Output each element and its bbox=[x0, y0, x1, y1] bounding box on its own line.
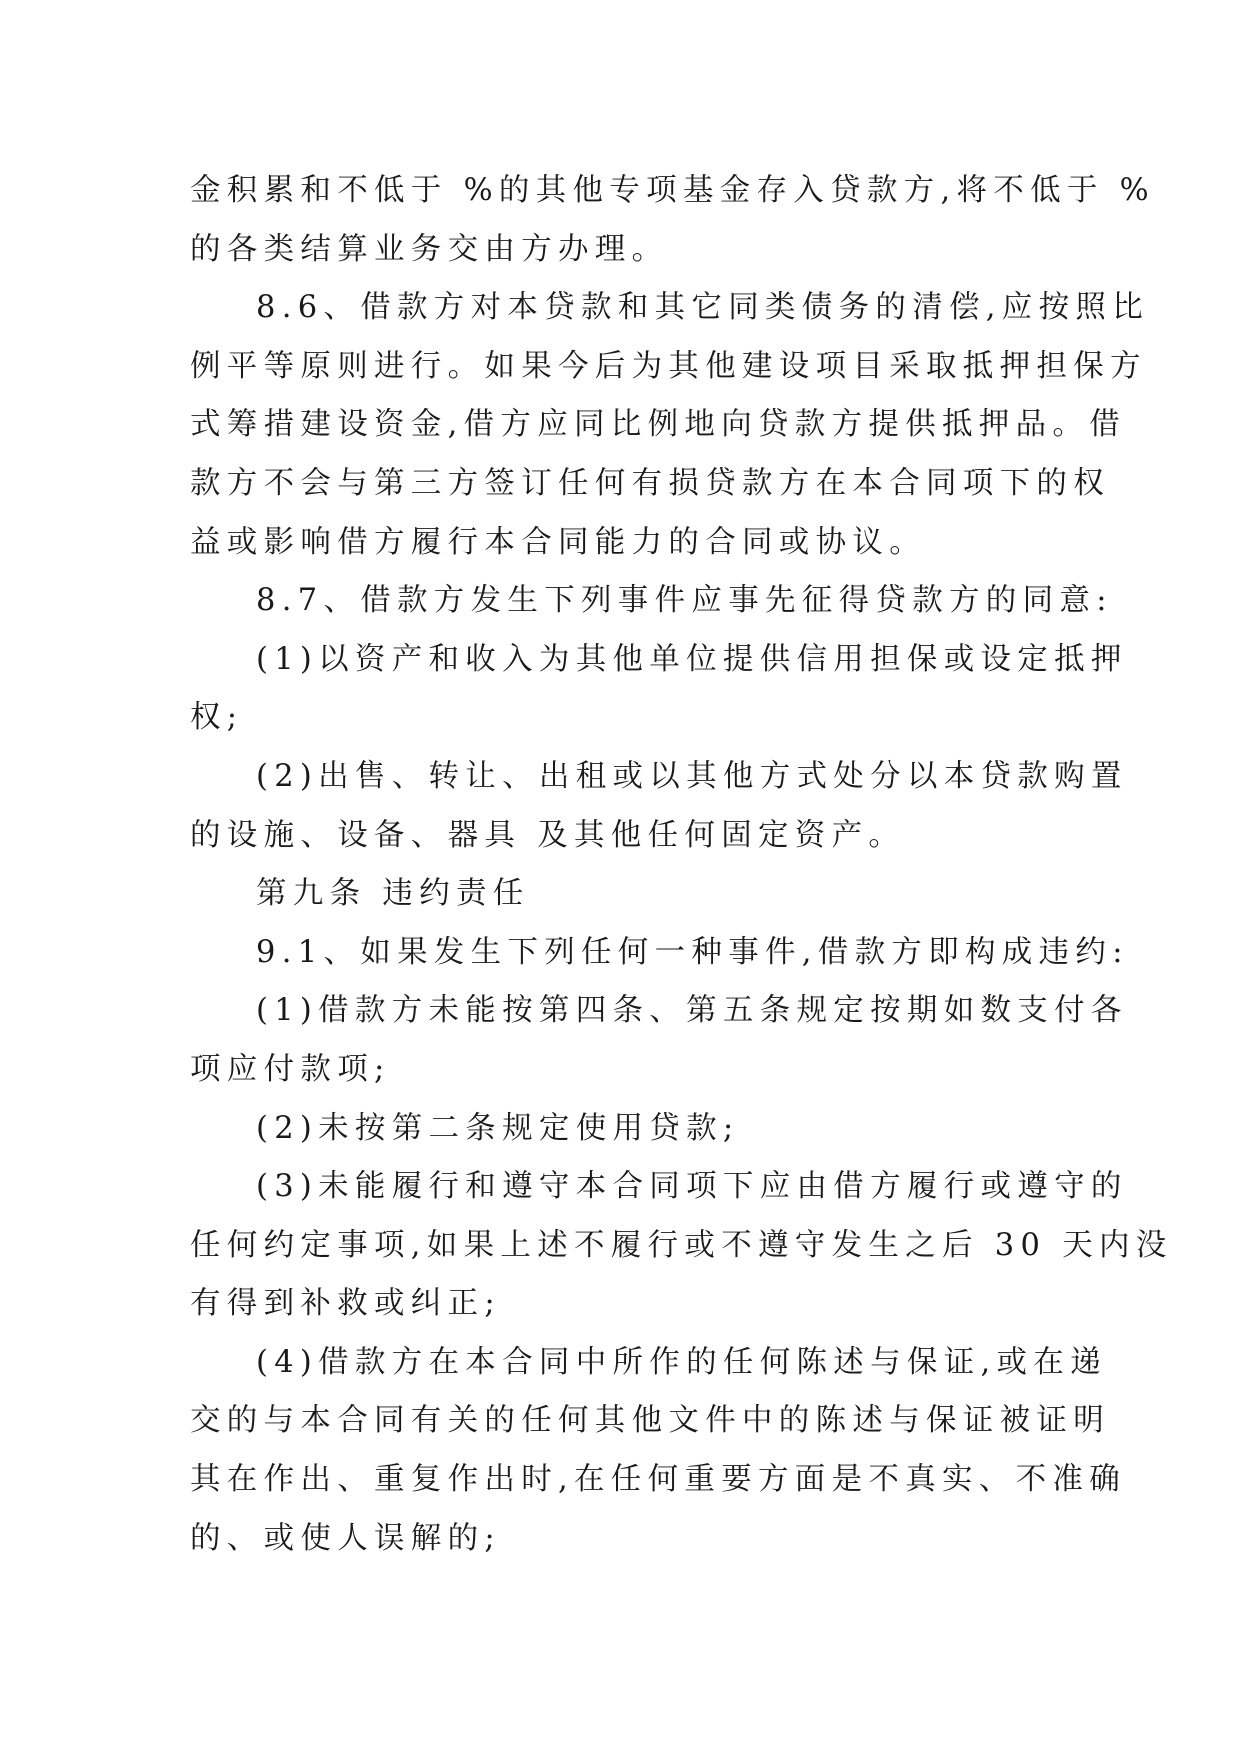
text-line: 任何约定事项,如果上述不履行或不遵守发生之后 30 天内没 bbox=[190, 1227, 1173, 1263]
clause-8-7: 8.7、借款方发生下列事件应事先征得贷款方的同意: bbox=[256, 583, 1113, 619]
body-text bbox=[190, 162, 1173, 1568]
list-item-3: (3)未能履行和遵守本合同项下应由借方履行或遵守的 bbox=[256, 1169, 1128, 1205]
text-line: 其在作出、重复作出时,在任何重要方面是不真实、不准确 bbox=[190, 1462, 1126, 1498]
section-heading: 第九条 违约责任 bbox=[256, 876, 530, 912]
text-line: 例平等原则进行。如果今后为其他建设项目采取抵押担保方 bbox=[190, 348, 1147, 384]
text-line: 式筹措建设资金,借方应同比例地向贷款方提供抵押品。借 bbox=[190, 407, 1126, 443]
clause-9-1: 9.1、如果发生下列任何一种事件,借款方即构成违约: bbox=[256, 934, 1129, 970]
list-item-1: (1)以资产和收入为其他单位提供信用担保或设定抵押 bbox=[256, 641, 1128, 677]
text-line: 有得到补救或纠正; bbox=[190, 1286, 501, 1322]
text-line: 的、或使人误解的; bbox=[190, 1520, 501, 1556]
list-item-4: (4)借款方在本合同中所作的任何陈述与保证,或在递 bbox=[256, 1344, 1107, 1380]
text-line: 项应付款项; bbox=[190, 1051, 391, 1087]
list-item-2: (2)未按第二条规定使用贷款; bbox=[256, 1110, 740, 1146]
text-line: 金积累和不低于 %的其他专项基金存入贷款方,将不低于 % bbox=[190, 173, 1155, 208]
text-line: 的设施、设备、器具 及其他任何固定资产。 bbox=[190, 817, 906, 853]
text-line: 益或影响借方履行本合同能力的合同或协议。 bbox=[190, 524, 926, 560]
list-item-2: (2)出售、转让、出租或以其他方式处分以本贷款购置 bbox=[256, 758, 1128, 794]
text-line: 权; bbox=[190, 700, 244, 736]
clause-8-6: 8.6、借款方对本贷款和其它同类债务的清偿,应按照比 bbox=[256, 290, 1149, 326]
text-line: 交的与本合同有关的任何其他文件中的陈述与保证被证明 bbox=[190, 1403, 1110, 1439]
text-line: 款方不会与第三方签订任何有损贷款方在本合同项下的权 bbox=[190, 465, 1110, 501]
text-line: 的各类结算业务交由方办理。 bbox=[190, 231, 669, 267]
list-item-1: (1)借款方未能按第四条、第五条规定按期如数支付各 bbox=[256, 993, 1128, 1029]
